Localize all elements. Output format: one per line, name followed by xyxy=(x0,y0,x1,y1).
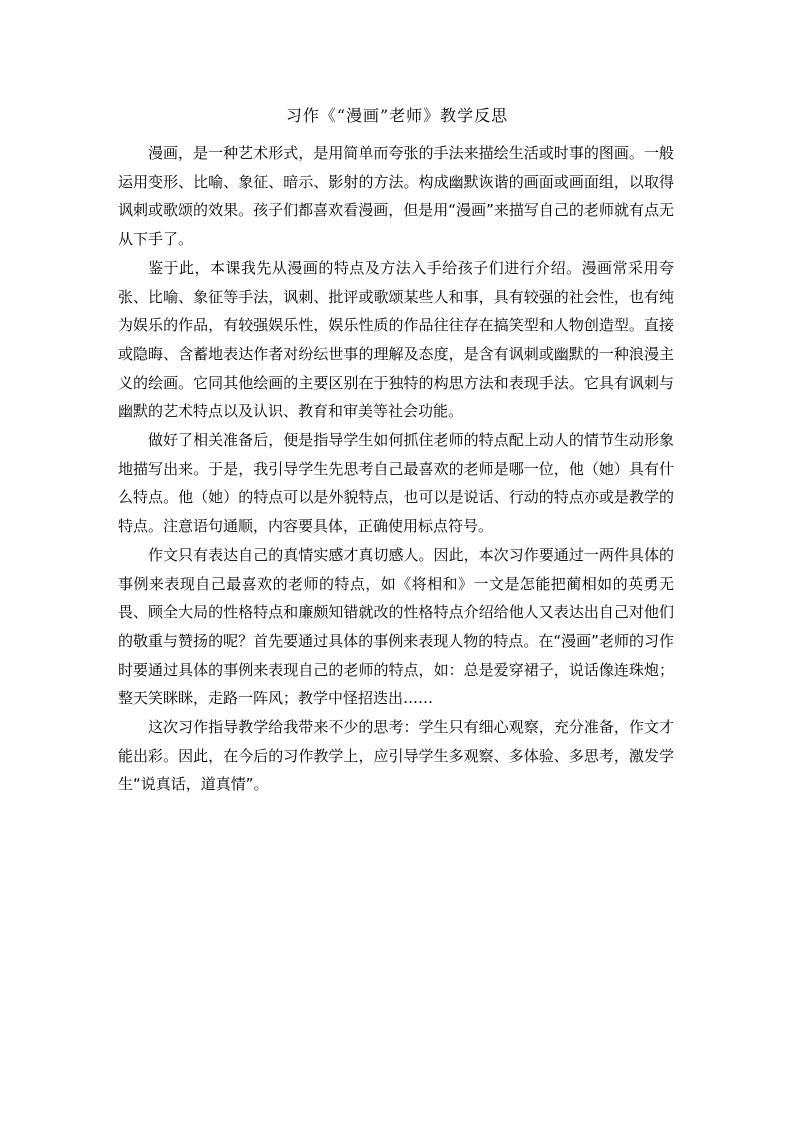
document-title: 习作《“漫画”老师》教学反思 xyxy=(285,106,509,125)
paragraph-4: 作文只有表达自己的真情实感才真切感人。因此，本次习作要通过一两件具体的事例来表现自己最喜欢的老师的特点，如《将相和》一文是怎能把蔺相如的英勇无畏、顾全大局的性格特点和廉颇知错就改的性格特点介绍给他人又表达出自己对他们的敬重与赞扬的呢？首先要通过具体的事例来表现人物的特点。在“漫画”老师的习作时要通过具体的事例来表现自己的老师的特点，如：总是爱穿裙子，说话像连珠炮；整天笑眯眯，走路一阵风；教学中怪招迭出…… xyxy=(118,545,674,708)
document-body xyxy=(118,139,674,799)
paragraph-5: 这次习作指导教学给我带来不少的思考：学生只有细心观察，充分准备，作文才能出彩。因此，在今后的习作教学上，应引导学生多观察、多体验、多思考，激发学生“说真话，道真情”。 xyxy=(118,718,674,794)
paragraph-3: 做好了相关准备后，便是指导学生如何抓住老师的特点配上动人的情节生动形象地描写出来。于是，我引导学生先思考自己最喜欢的老师是哪一位，他（她）具有什么特点。他（她）的特点可以是外貌特点，也可以是说话、行动的特点亦或是教学的特点。注意语句通顺，内容要具体，正确使用标点符号。 xyxy=(118,431,674,536)
paragraph-2: 鉴于此，本课我先从漫画的特点及方法入手给孩子们进行介绍。漫画常采用夸张、比喻、象征等手法，讽刺、批评或歌颂某些人和事，具有较强的社会性，也有纯为娱乐的作品，有较强娱乐性，娱乐性质的作品往往存在搞笑型和人物创造型。直接或隐晦、含蓄地表达作者对纷纭世事的理解及态度，是含有讽刺或幽默的一种浪漫主义的绘画。它同其他绘画的主要区别在于独特的构思方法和表现手法。它具有讽刺与幽默的艺术特点以及认识、教育和审美等社会功能。 xyxy=(118,258,674,421)
paragraph-1: 漫画，是一种艺术形式，是用简单而夸张的手法来描绘生活或时事的图画。一般运用变形、比喻、象征、暗示、影射的方法。构成幽默诙谐的画面或画面组，以取得讽刺或歌颂的效果。孩子们都喜欢看漫画，但是用“漫画”来描写自己的老师就有点无从下手了。 xyxy=(118,144,674,249)
